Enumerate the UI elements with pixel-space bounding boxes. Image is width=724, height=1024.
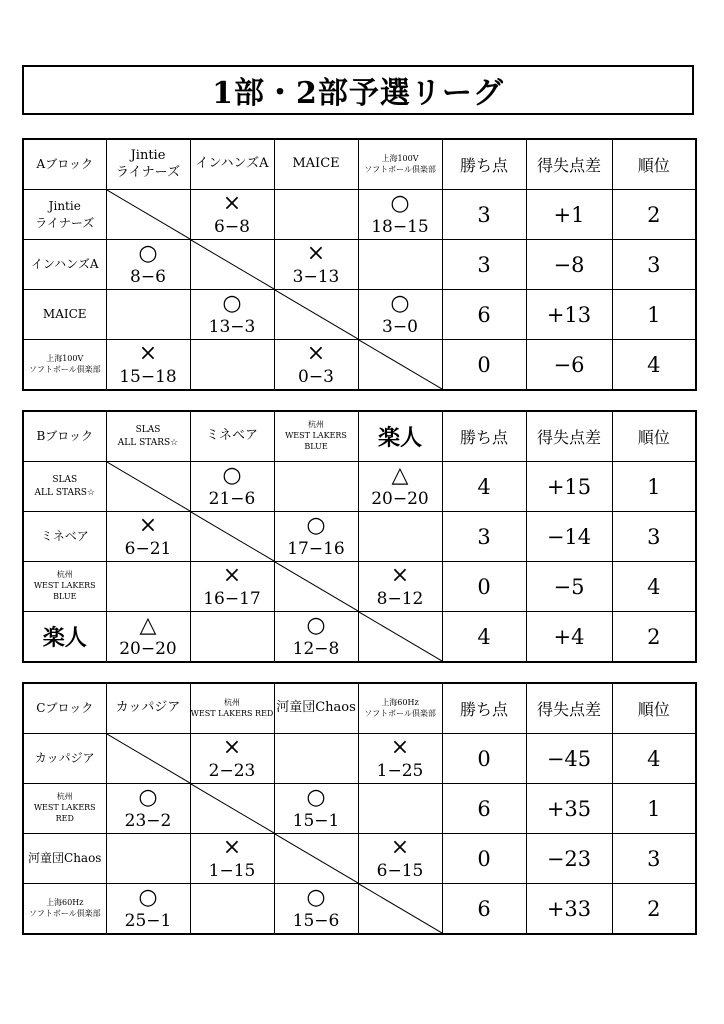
opponent-header bbox=[106, 411, 190, 462]
stat-header: 勝ち点 bbox=[442, 411, 526, 462]
self-match-cell bbox=[274, 562, 358, 612]
diagonal-line bbox=[107, 462, 190, 511]
team-name bbox=[23, 290, 106, 340]
team-name bbox=[23, 512, 106, 562]
label-line: ミネベア bbox=[205, 428, 258, 444]
opponent-header bbox=[358, 411, 442, 462]
points-value: 3 bbox=[442, 190, 526, 240]
diagonal-line bbox=[275, 562, 358, 611]
team-name bbox=[23, 240, 106, 290]
label-line: 上海100V bbox=[381, 153, 419, 163]
table-row bbox=[23, 340, 696, 391]
label-line: ミネベア bbox=[40, 529, 89, 544]
result-mark: ○ bbox=[390, 290, 410, 316]
block-name: Cブロック bbox=[23, 683, 106, 734]
goal-diff-value: +35 bbox=[526, 784, 612, 834]
rank-value: 4 bbox=[612, 562, 696, 612]
team-name bbox=[23, 834, 106, 884]
rank-value: 4 bbox=[612, 340, 696, 391]
result-mark: ○ bbox=[222, 462, 242, 488]
label-line: 上海100V bbox=[46, 353, 84, 363]
table-row bbox=[23, 734, 696, 784]
result-mark: ○ bbox=[306, 884, 326, 910]
label-line: 杭州 bbox=[56, 792, 73, 802]
goal-diff-value: +1 bbox=[526, 190, 612, 240]
empty-cell bbox=[274, 190, 358, 240]
empty-cell bbox=[274, 462, 358, 512]
label-line: 杭州 bbox=[308, 420, 324, 430]
points-value: 4 bbox=[442, 462, 526, 512]
self-match-cell bbox=[358, 884, 442, 935]
team-name bbox=[23, 562, 106, 612]
rank-value: 2 bbox=[612, 612, 696, 663]
opponent-header bbox=[190, 411, 274, 462]
result-mark: × bbox=[390, 834, 410, 860]
result-mark: × bbox=[138, 340, 158, 366]
stat-header: 得失点差 bbox=[526, 411, 612, 462]
match-score: 6−15 bbox=[376, 860, 424, 881]
match-result bbox=[358, 290, 442, 340]
self-match-cell bbox=[274, 290, 358, 340]
stat-header: 順位 bbox=[612, 411, 696, 462]
label-line: Jintie bbox=[130, 148, 166, 164]
table-row bbox=[23, 612, 696, 663]
result-mark: × bbox=[222, 834, 242, 860]
match-result bbox=[190, 290, 274, 340]
match-score: 15−6 bbox=[292, 910, 340, 931]
match-score: 20−20 bbox=[371, 488, 429, 509]
diagonal-line bbox=[359, 612, 442, 661]
match-score: 17−16 bbox=[287, 538, 345, 559]
label-line: カッパジア bbox=[115, 700, 181, 716]
label-line: WEST LAKERS BLUE bbox=[33, 581, 96, 601]
block-name: Aブロック bbox=[23, 139, 106, 190]
match-result bbox=[358, 190, 442, 240]
result-mark: × bbox=[306, 340, 326, 366]
rank-value: 3 bbox=[612, 240, 696, 290]
label-line: ALL STARS☆ bbox=[34, 487, 95, 498]
match-score: 15−1 bbox=[292, 810, 340, 831]
points-value: 3 bbox=[442, 512, 526, 562]
block-table bbox=[22, 682, 697, 935]
rank-value: 1 bbox=[612, 784, 696, 834]
match-score: 20−20 bbox=[119, 638, 177, 659]
block-table bbox=[22, 138, 697, 391]
match-score: 6−21 bbox=[124, 538, 172, 559]
diagonal-line bbox=[275, 290, 358, 339]
self-match-cell bbox=[106, 190, 190, 240]
points-value: 0 bbox=[442, 562, 526, 612]
empty-cell bbox=[358, 512, 442, 562]
opponent-header bbox=[106, 139, 190, 190]
match-result bbox=[190, 190, 274, 240]
match-score: 0−3 bbox=[298, 366, 334, 387]
stat-header: 得失点差 bbox=[526, 139, 612, 190]
result-mark: × bbox=[222, 190, 242, 216]
result-mark: × bbox=[222, 734, 242, 760]
diagonal-line bbox=[107, 190, 190, 239]
opponent-header bbox=[358, 683, 442, 734]
result-mark: ○ bbox=[138, 784, 158, 810]
rank-value: 1 bbox=[612, 462, 696, 512]
label-line: Jintie bbox=[48, 199, 81, 214]
match-score: 18−15 bbox=[371, 216, 429, 237]
rank-value: 3 bbox=[612, 834, 696, 884]
self-match-cell bbox=[106, 462, 190, 512]
match-result bbox=[190, 462, 274, 512]
diagonal-line bbox=[191, 784, 274, 833]
match-result bbox=[274, 612, 358, 663]
match-result bbox=[106, 512, 190, 562]
label-line: WEST LAKERS RED bbox=[190, 708, 274, 718]
block-name: Bブロック bbox=[23, 411, 106, 462]
match-score: 3−13 bbox=[292, 266, 340, 287]
label-line: WEST LAKERS BLUE bbox=[285, 431, 347, 451]
result-mark: △ bbox=[391, 462, 409, 488]
label-line: カッパジア bbox=[34, 751, 95, 766]
opponent-header bbox=[274, 411, 358, 462]
label-line: ソフトボール倶楽部 bbox=[28, 908, 101, 918]
result-mark: × bbox=[222, 562, 242, 588]
match-score: 3−0 bbox=[382, 316, 418, 337]
match-result bbox=[358, 562, 442, 612]
label-line: 楽人 bbox=[42, 625, 87, 651]
table-row bbox=[23, 784, 696, 834]
block-table bbox=[22, 410, 697, 663]
label-line: 河童団Chaos bbox=[276, 700, 356, 716]
match-score: 2−23 bbox=[208, 760, 256, 781]
label-line: ライナーズ bbox=[116, 164, 180, 180]
result-mark: △ bbox=[139, 612, 157, 638]
label-line: 上海60Hz bbox=[381, 697, 419, 707]
empty-cell bbox=[106, 562, 190, 612]
match-score: 13−3 bbox=[208, 316, 256, 337]
self-match-cell bbox=[190, 512, 274, 562]
opponent-header bbox=[358, 139, 442, 190]
goal-diff-value: −14 bbox=[526, 512, 612, 562]
points-value: 3 bbox=[442, 240, 526, 290]
empty-cell bbox=[274, 734, 358, 784]
label-line: 河童団Chaos bbox=[28, 851, 102, 866]
empty-cell bbox=[106, 290, 190, 340]
match-result bbox=[274, 884, 358, 935]
label-line: ライナーズ bbox=[35, 215, 95, 230]
self-match-cell bbox=[190, 784, 274, 834]
match-result bbox=[358, 462, 442, 512]
label-line: 上海60Hz bbox=[46, 897, 84, 907]
goal-diff-value: −8 bbox=[526, 240, 612, 290]
self-match-cell bbox=[358, 340, 442, 391]
match-score: 12−8 bbox=[292, 638, 340, 659]
points-value: 0 bbox=[442, 734, 526, 784]
match-result bbox=[274, 340, 358, 391]
goal-diff-value: +13 bbox=[526, 290, 612, 340]
match-result bbox=[190, 734, 274, 784]
result-mark: ○ bbox=[138, 240, 158, 266]
team-name bbox=[23, 884, 106, 935]
result-mark: × bbox=[390, 562, 410, 588]
diagonal-line bbox=[359, 340, 442, 389]
goal-diff-value: +15 bbox=[526, 462, 612, 512]
team-name bbox=[23, 734, 106, 784]
rank-value: 2 bbox=[612, 190, 696, 240]
team-name bbox=[23, 784, 106, 834]
result-mark: ○ bbox=[306, 612, 326, 638]
table-row bbox=[23, 834, 696, 884]
empty-cell bbox=[190, 612, 274, 663]
diagonal-line bbox=[191, 512, 274, 561]
self-match-cell bbox=[358, 612, 442, 663]
match-score: 6−8 bbox=[214, 216, 250, 237]
match-result bbox=[274, 240, 358, 290]
stat-header: 順位 bbox=[612, 683, 696, 734]
match-result bbox=[190, 562, 274, 612]
goal-diff-value: +4 bbox=[526, 612, 612, 663]
match-score: 21−6 bbox=[208, 488, 256, 509]
stat-header: 得失点差 bbox=[526, 683, 612, 734]
diagonal-line bbox=[191, 240, 274, 289]
match-result bbox=[106, 612, 190, 663]
match-result bbox=[190, 834, 274, 884]
result-mark: × bbox=[306, 240, 326, 266]
empty-cell bbox=[358, 240, 442, 290]
match-score: 1−15 bbox=[208, 860, 256, 881]
match-result bbox=[358, 734, 442, 784]
stat-header: 勝ち点 bbox=[442, 683, 526, 734]
label-line: SLAS bbox=[52, 475, 78, 486]
label-line: ソフトボール倶楽部 bbox=[364, 164, 436, 174]
match-result bbox=[106, 240, 190, 290]
table-row bbox=[23, 884, 696, 935]
label-line: MAICE bbox=[42, 307, 87, 322]
opponent-header bbox=[274, 139, 358, 190]
self-match-cell bbox=[106, 734, 190, 784]
table-row bbox=[23, 562, 696, 612]
label-line: ソフトボール倶楽部 bbox=[28, 364, 101, 374]
match-result bbox=[106, 340, 190, 391]
label-line: MAICE bbox=[292, 156, 340, 172]
points-value: 0 bbox=[442, 834, 526, 884]
empty-cell bbox=[358, 784, 442, 834]
result-mark: × bbox=[390, 734, 410, 760]
team-name bbox=[23, 190, 106, 240]
label-line: 杭州 bbox=[56, 570, 73, 580]
label-line: 杭州 bbox=[224, 697, 240, 707]
result-mark: × bbox=[138, 512, 158, 538]
table-row bbox=[23, 462, 696, 512]
label-line: SLAS bbox=[135, 425, 161, 436]
table-row bbox=[23, 240, 696, 290]
result-mark: ○ bbox=[138, 884, 158, 910]
diagonal-line bbox=[275, 834, 358, 883]
self-match-cell bbox=[190, 240, 274, 290]
empty-cell bbox=[190, 884, 274, 935]
label-line: ソフトボール倶楽部 bbox=[364, 708, 436, 718]
label-line: インハンズA bbox=[195, 156, 269, 172]
goal-diff-value: −45 bbox=[526, 734, 612, 784]
stat-header: 順位 bbox=[612, 139, 696, 190]
label-line: 楽人 bbox=[377, 425, 422, 451]
match-score: 8−6 bbox=[130, 266, 166, 287]
match-result bbox=[274, 512, 358, 562]
match-score: 23−2 bbox=[124, 810, 172, 831]
match-score: 1−25 bbox=[376, 760, 424, 781]
label-line: WEST LAKERS RED bbox=[33, 803, 96, 823]
diagonal-line bbox=[107, 734, 190, 783]
match-result bbox=[106, 784, 190, 834]
table-row bbox=[23, 190, 696, 240]
result-mark: ○ bbox=[306, 512, 326, 538]
page-title: 1部・2部予選リーグ bbox=[22, 65, 694, 115]
empty-cell bbox=[106, 834, 190, 884]
result-mark: ○ bbox=[306, 784, 326, 810]
result-mark: ○ bbox=[390, 190, 410, 216]
table-row bbox=[23, 290, 696, 340]
goal-diff-value: +33 bbox=[526, 884, 612, 935]
rank-value: 3 bbox=[612, 512, 696, 562]
goal-diff-value: −6 bbox=[526, 340, 612, 391]
match-score: 15−18 bbox=[119, 366, 177, 387]
points-value: 0 bbox=[442, 340, 526, 391]
result-mark: ○ bbox=[222, 290, 242, 316]
team-name bbox=[23, 462, 106, 512]
team-name bbox=[23, 340, 106, 391]
table-row bbox=[23, 512, 696, 562]
opponent-header bbox=[190, 683, 274, 734]
match-result bbox=[106, 884, 190, 935]
opponent-header bbox=[106, 683, 190, 734]
points-value: 6 bbox=[442, 290, 526, 340]
goal-diff-value: −23 bbox=[526, 834, 612, 884]
points-value: 6 bbox=[442, 784, 526, 834]
match-result bbox=[274, 784, 358, 834]
label-line: ALL STARS☆ bbox=[117, 437, 179, 448]
stat-header: 勝ち点 bbox=[442, 139, 526, 190]
team-name bbox=[23, 612, 106, 663]
opponent-header bbox=[274, 683, 358, 734]
match-score: 16−17 bbox=[203, 588, 261, 609]
empty-cell bbox=[190, 340, 274, 391]
opponent-header bbox=[190, 139, 274, 190]
match-score: 8−12 bbox=[376, 588, 424, 609]
points-value: 4 bbox=[442, 612, 526, 663]
self-match-cell bbox=[274, 834, 358, 884]
rank-value: 2 bbox=[612, 884, 696, 935]
diagonal-line bbox=[359, 884, 442, 933]
match-result bbox=[358, 834, 442, 884]
rank-value: 1 bbox=[612, 290, 696, 340]
label-line: インハンズA bbox=[31, 257, 99, 272]
goal-diff-value: −5 bbox=[526, 562, 612, 612]
rank-value: 4 bbox=[612, 734, 696, 784]
points-value: 6 bbox=[442, 884, 526, 935]
match-score: 25−1 bbox=[124, 910, 172, 931]
